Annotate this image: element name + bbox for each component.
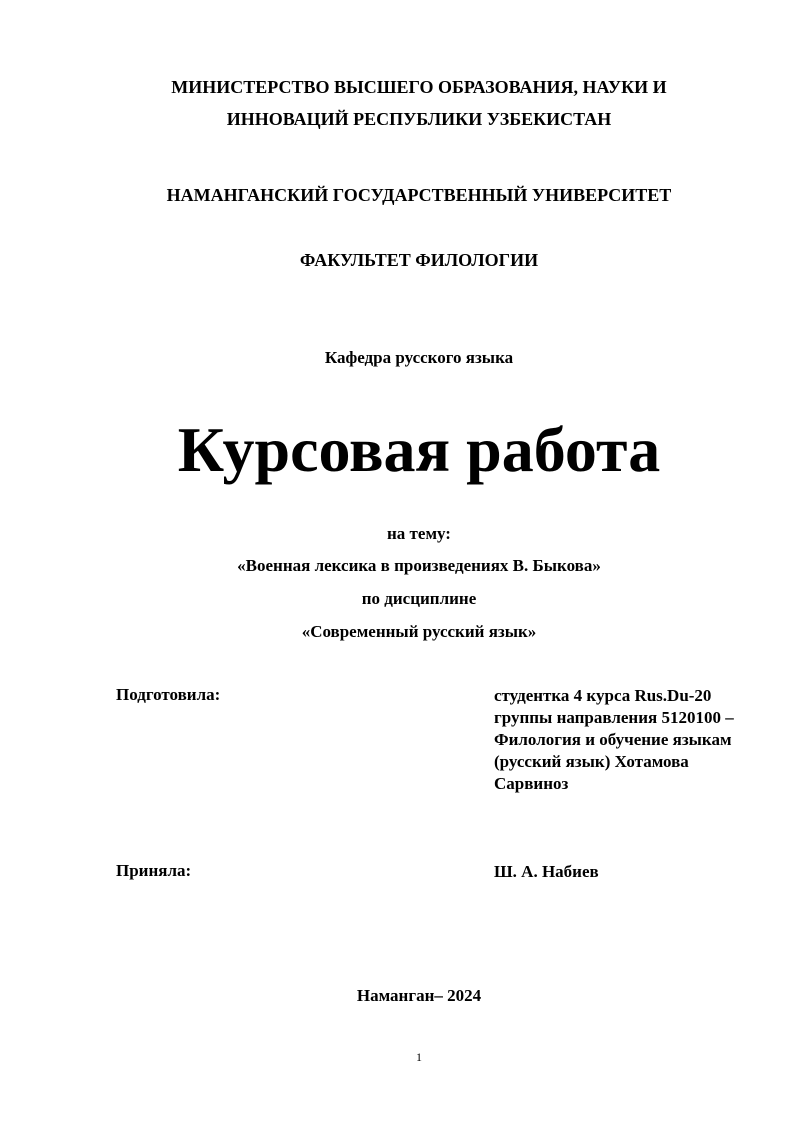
discipline-name: «Современный русский язык» bbox=[301, 622, 537, 641]
reviewer-label: Приняла: bbox=[116, 861, 192, 880]
topic-name: «Военная лексика в произведениях В. Быкова» bbox=[237, 556, 601, 575]
topic-intro: на тему: bbox=[387, 524, 451, 543]
university-name: НАМАНГАНСКИЙ ГОСУДАРСТВЕННЫЙ УНИВЕРСИТЕТ bbox=[166, 185, 672, 205]
ministry-line-1: МИНИСТЕРСТВО ВЫСШЕГО ОБРАЗОВАНИЯ, НАУКИ И bbox=[171, 77, 667, 97]
ministry-line-2: ИННОВАЦИЙ РЕСПУБЛИКИ УЗБЕКИСТАН bbox=[226, 109, 612, 129]
reviewer-name: Ш. А. Набиев bbox=[494, 862, 599, 881]
faculty-name: ФАКУЛЬТЕТ ФИЛОЛОГИИ bbox=[299, 250, 539, 270]
page-number: 1 bbox=[416, 1050, 422, 1064]
discipline-intro: по дисциплине bbox=[361, 589, 477, 608]
document-title: Курсовая работа bbox=[177, 414, 661, 485]
department-name: Кафедра русского языка bbox=[324, 348, 514, 367]
city-year: Наманган– 2024 bbox=[356, 986, 482, 1005]
author-label: Подготовила: bbox=[116, 685, 221, 704]
author-details: студентка 4 курса Rus.Du-20 группы направления 5120100 – Филология и обучение языкам (русский язык) Хотамова Сарвиноз bbox=[494, 686, 734, 793]
